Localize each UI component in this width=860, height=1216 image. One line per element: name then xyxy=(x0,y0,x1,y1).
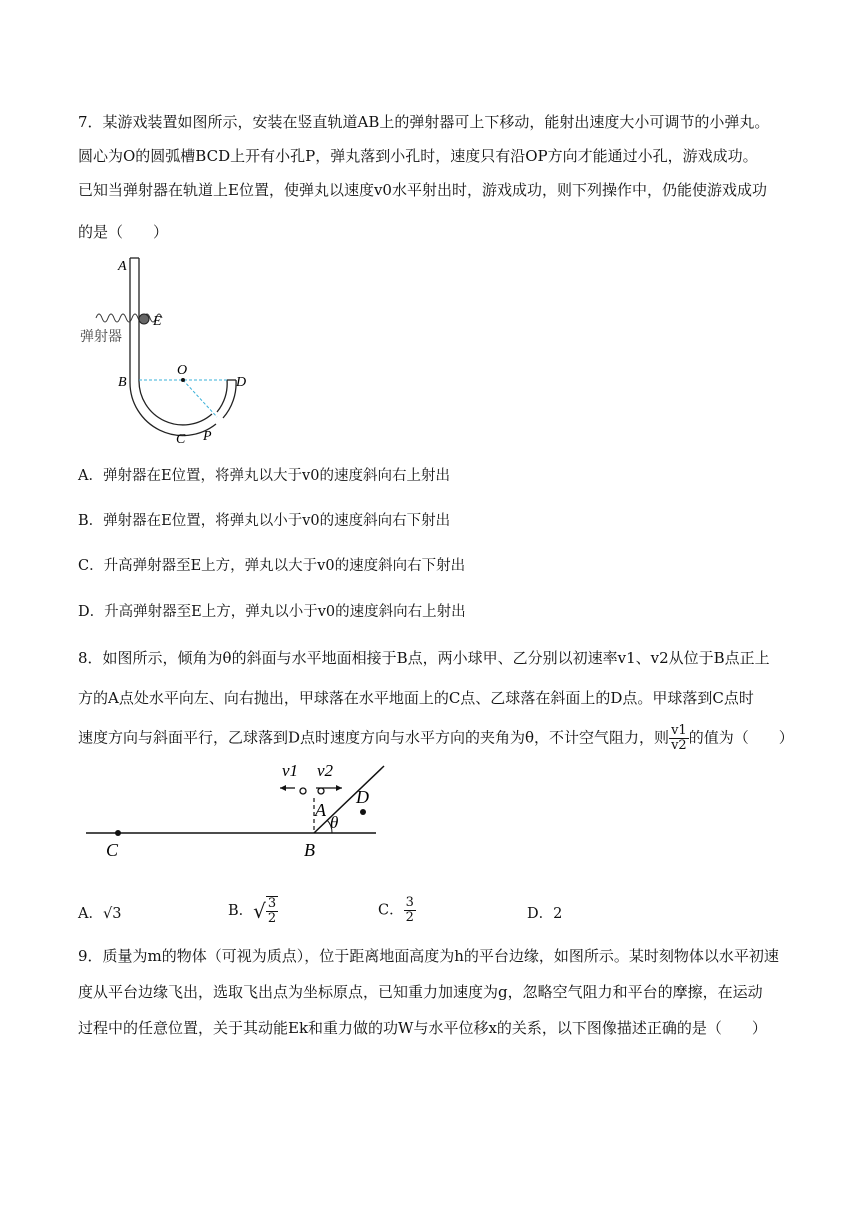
q7-label-P: P xyxy=(203,429,212,444)
q8-answer-b: B．√ $\frac{3}{2}$ xyxy=(228,896,277,926)
q7-option-d: D．升高弹射器至E上方，弹丸以小于v0的速度斜向右上射出 xyxy=(78,604,466,620)
q7-text-line-4: 的是（ ） xyxy=(78,223,169,241)
q8-ball-1 xyxy=(300,788,306,794)
q8-answer-b-num: 3 xyxy=(267,896,277,911)
q7-option-b: B．弹射器在E位置，将弹丸以小于v0的速度斜向右下射出 xyxy=(78,513,451,529)
q8-label-v1: v1 xyxy=(282,761,299,780)
q8-point-C xyxy=(115,830,121,836)
q8-answer-d-label: D． xyxy=(527,906,554,922)
q8-answer-c-label: C． xyxy=(378,902,404,919)
q8-ball-2 xyxy=(318,788,324,794)
q8-answer-c-den: 2 xyxy=(405,910,414,925)
q8-label-v2: v2 xyxy=(317,761,334,780)
q7-text-line-1: 7．某游戏装置如图所示，安装在竖直轨道AB上的弹射器可上下移动，能射出速度大小可调节的小弹丸。 xyxy=(78,113,770,131)
q7-groove-outer xyxy=(130,258,216,436)
q7-label-D: D xyxy=(236,375,247,390)
q8-ratio xyxy=(669,724,689,753)
q7-center-O xyxy=(181,378,185,382)
q7-figure xyxy=(76,252,266,448)
q8-figure xyxy=(80,758,400,862)
q7-text-line-2: 圆心为O的圆弧槽BCD上开有小孔P，弹丸落到小孔时，速度只有沿OP方向才能通过小孔，游戏成功。 xyxy=(78,147,758,165)
q8-label-B: B xyxy=(304,840,315,860)
q8-ratio-den: v2 xyxy=(671,738,687,753)
q8-answer-d xyxy=(527,904,562,924)
q8-label-D: D xyxy=(356,787,369,807)
q8-answer-b-label: B． xyxy=(228,903,254,919)
q9-text-line-1: 9．质量为m的物体（可视为质点），位于距离地面高度为h的平台边缘，如图所示。某时刻物体以水平初速 xyxy=(78,947,779,965)
q8-text-line-1: 8．如图所示，倾角为θ的斜面与水平地面相接于B点，两小球甲、乙分别以初速率v1、v2从位于B点正上 xyxy=(78,649,770,667)
q8-text-line-3-end: 的值为（ ） xyxy=(688,728,794,747)
q8-answer-c xyxy=(378,896,416,925)
q8-answer-a-label: A． xyxy=(78,906,103,922)
q7-text-line-3: 已知当弹射器在轨道上E位置，使弹丸以速度v0水平射出时，游戏成功，则下列操作中，仍能使游戏成功 xyxy=(78,181,767,199)
q7-dashed-OP xyxy=(183,380,217,417)
q7-pellet xyxy=(139,314,149,324)
q8-answer-a-value: √3 xyxy=(102,906,122,922)
q7-label-O: O xyxy=(177,363,188,378)
q8-point-D xyxy=(360,809,366,815)
q7-option-c: C．升高弹射器至E上方，弹丸以大于v0的速度斜向右下射出 xyxy=(78,558,466,574)
q8-label-A: A xyxy=(315,800,326,820)
q8-text-line-3: 速度方向与斜面平行，乙球落到D点时速度方向与水平方向的夹角为θ，不计空气阻力，则 xyxy=(78,728,670,747)
q8-ratio-num: v1 xyxy=(671,723,687,738)
q8-answer-a xyxy=(78,904,121,924)
q9-text-line-2: 度从平台边缘飞出，选取飞出点为坐标原点，已知重力加速度为g，忽略空气阻力和平台的摩擦，在运动 xyxy=(78,983,763,1001)
q7-label-C: C xyxy=(176,432,186,447)
q8-label-theta: θ xyxy=(330,813,339,832)
q8-answer-c-num: 3 xyxy=(405,895,414,910)
q7-option-a: A．弹射器在E位置，将弹丸以大于v0的速度斜向右上射出 xyxy=(78,468,450,484)
q8-label-C: C xyxy=(106,840,119,860)
q9-text-line-3: 过程中的任意位置，关于其动能Ek和重力做的功W与水平位移x的关系，以下图像描述正确的是（ ） xyxy=(78,1019,767,1037)
q8-text-line-3-wrap xyxy=(78,724,794,753)
q8-text-line-2: 方的A点处水平向左、向右抛出，甲球落在水平地面上的C点、乙球落在斜面上的D点。甲球落到C点时 xyxy=(78,689,754,707)
q7-label-launcher: 弹射器 xyxy=(80,330,122,345)
q7-label-B: B xyxy=(118,375,127,390)
q8-answer-d-value: 2 xyxy=(553,906,563,922)
q7-label-A: A xyxy=(118,259,127,274)
q7-label-E: E xyxy=(153,314,162,329)
q8-answer-b-den: 2 xyxy=(267,911,277,926)
